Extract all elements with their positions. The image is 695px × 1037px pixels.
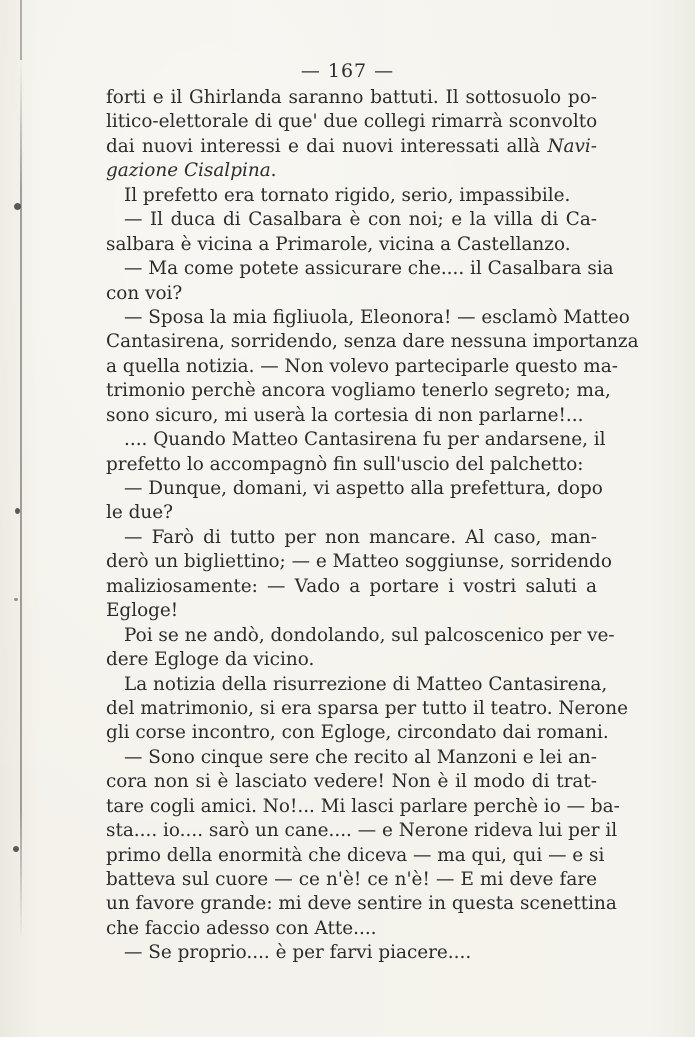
ink-speck <box>14 203 21 210</box>
text-segment: — Farò di tutto per non mancare. Al caso, man- <box>124 526 597 548</box>
text-segment: sono sicuro, mi userà la cortesia di non parlarne!... <box>106 404 584 426</box>
text-segment: dere Egloge da vicino. <box>106 649 315 671</box>
text-segment: Cantasirena, sorridendo, senza dare nessuna importanza <box>106 331 639 353</box>
italic-text: Navi- <box>547 135 597 157</box>
text-line <box>106 892 617 916</box>
text-segment: che faccio adesso con Atte.... <box>106 917 377 939</box>
text-segment: del matrimonio, si era sparsa per tutto il teatro. Nerone <box>106 697 628 719</box>
text-line <box>106 844 605 868</box>
italic-text: gazione Cisalpina <box>106 160 271 182</box>
text-segment: prefetto lo accompagnò fin sull'uscio del palchetto: <box>106 453 584 475</box>
text-line <box>106 379 611 403</box>
text-line <box>106 282 597 306</box>
text-segment: maliziosamente: — Vado a portare i vostri saluti a <box>106 575 597 597</box>
text-segment: sta.... io.... sarò un cane.... — e Nerone rideva lui per il <box>106 820 618 842</box>
text-line <box>106 697 628 721</box>
text-segment: cora non si è lasciato vedere! Non è il modo di trat- <box>106 771 597 793</box>
text-line <box>106 86 597 110</box>
text-line <box>106 648 597 672</box>
text-line <box>106 330 639 354</box>
body-text <box>106 86 639 966</box>
text-line <box>106 135 597 159</box>
text-segment: — Dunque, domani, vi aspetto alla prefettura, dopo <box>124 478 603 499</box>
text-segment: trimonio perchè ancora vogliamo tenerlo segreto; ma, <box>106 380 611 402</box>
text-line <box>106 184 597 208</box>
text-line <box>106 575 597 599</box>
text-segment: dai nuovi interessi e dai nuovi interessati allà <box>106 135 548 157</box>
text-line <box>106 257 614 281</box>
text-line <box>106 770 597 794</box>
text-segment: un favore grande: mi deve sentire in questa scenettina <box>106 893 617 915</box>
text-line <box>106 673 608 697</box>
text-line <box>106 819 618 843</box>
text-segment: La notizia della risurrezione di Matteo Cantasirena, <box>124 673 608 695</box>
text-line <box>106 795 620 819</box>
binding-edge-top <box>20 0 22 60</box>
text-line <box>106 917 597 941</box>
text-line <box>106 306 630 330</box>
text-line <box>106 110 597 134</box>
text-segment: forti e il Ghirlanda saranno battuti. Il sottosuolo po- <box>106 87 597 108</box>
text-segment: .... Quando Matteo Cantasirena fu per andarsene, il <box>124 429 606 451</box>
text-line <box>106 453 597 477</box>
text-line <box>106 404 597 428</box>
ink-speck <box>15 508 20 514</box>
text-line <box>106 355 618 379</box>
text-segment: salbara è vicina a Primarole, vicina a Castellanzo. <box>106 233 571 255</box>
text-segment: derò un bigliettino; — e Matteo soggiunse, sorridendo <box>106 551 612 573</box>
text-segment: Il prefetto era tornato rigido, serio, impassibile. <box>124 184 571 206</box>
text-segment: litico-elettorale di que' due collegi rimarrà sconvolto <box>106 111 598 133</box>
text-segment: — Se proprio.... è per farvi piacere.... <box>124 942 472 964</box>
text-line <box>106 624 615 648</box>
text-line <box>106 428 606 452</box>
text-line <box>106 746 597 770</box>
text-segment: Poi se ne andò, dondolando, sul palcoscenico per ve- <box>124 624 615 646</box>
text-segment: — Sposa la mia figliuola, Eleonora! — esclamò Matteo <box>124 306 630 328</box>
text-segment: le due? <box>106 502 173 524</box>
text-segment: con voi? <box>106 282 183 304</box>
ink-speck <box>14 598 18 601</box>
text-line <box>106 477 603 501</box>
binding-edge <box>20 60 22 940</box>
text-line <box>106 159 597 183</box>
text-line <box>106 599 597 623</box>
text-segment: gli corse incontro, con Egloge, circondato dai romani. <box>106 722 609 744</box>
text-line <box>106 941 597 965</box>
text-segment: a quella notizia. — Non volevo parteciparle questo ma- <box>106 355 618 377</box>
ink-speck <box>13 846 19 852</box>
text-segment: — Ma come potete assicurare che.... il Casalbara sia <box>124 258 614 280</box>
text-line <box>106 550 612 574</box>
text-segment: tare cogli amici. No!... Mi lasci parlare perchè io — ba- <box>106 795 620 817</box>
text-segment: — Sono cinque sere che recito al Manzoni e lei an- <box>124 746 597 768</box>
text-segment: Egloge! <box>106 600 179 622</box>
text-line <box>106 721 609 745</box>
text-segment: . <box>270 160 277 182</box>
text-segment: batteva sul cuore — ce n'è! ce n'è! — E mi deve fare <box>106 869 597 890</box>
text-segment: primo della enormità che diceva — ma qui, qui — e si <box>106 844 605 866</box>
text-line <box>106 233 597 257</box>
page-number: — 167 — <box>300 60 395 82</box>
text-line <box>106 501 597 525</box>
text-segment: — Il duca di Casalbara è con noi; e la villa di Ca- <box>124 209 597 231</box>
text-line <box>106 526 597 550</box>
text-line <box>106 868 597 892</box>
text-line <box>106 208 597 232</box>
